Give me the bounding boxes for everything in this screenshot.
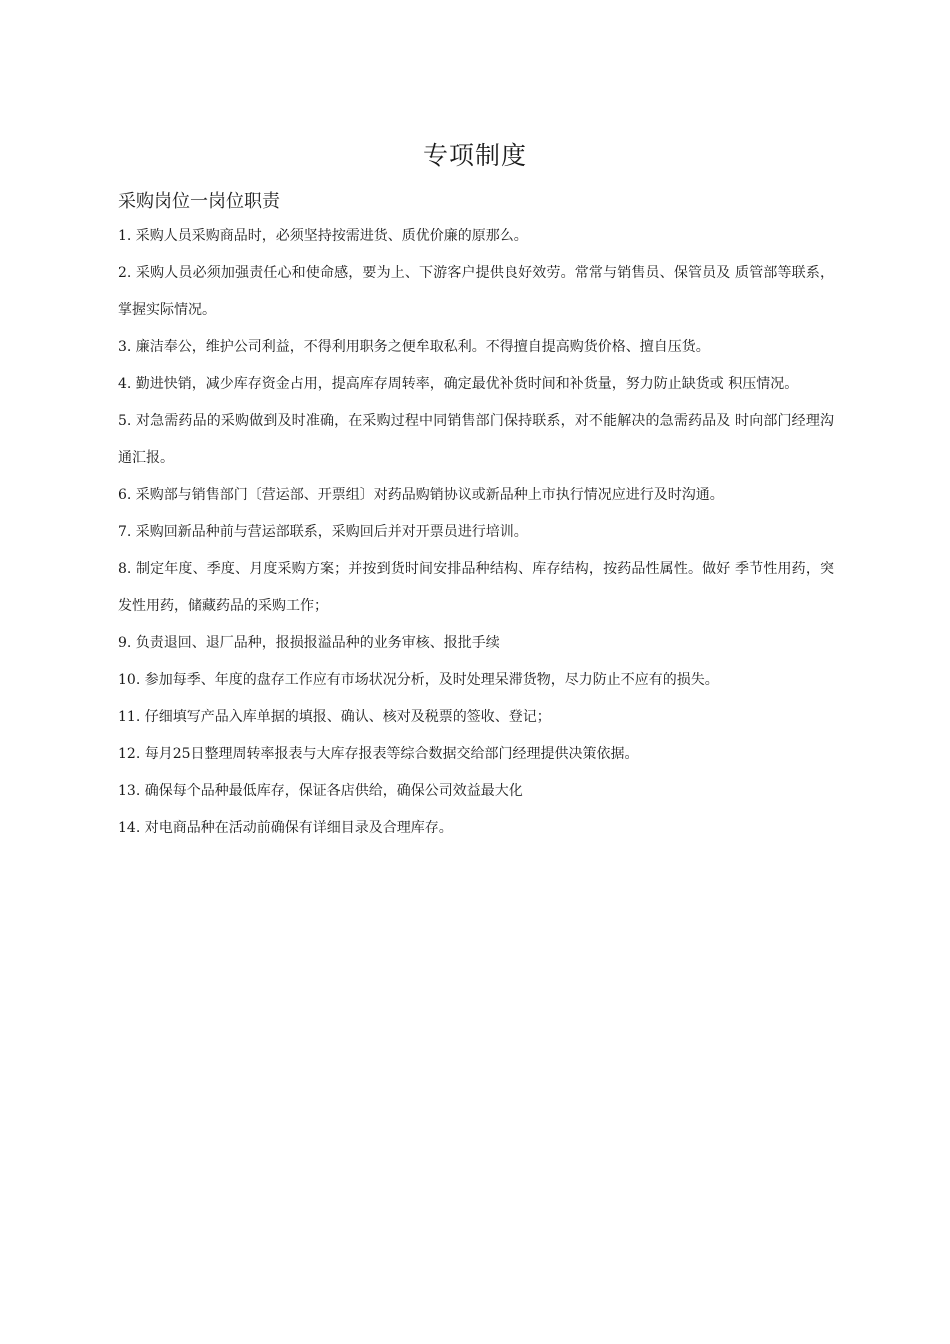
list-item: 8. 制定年度、季度、月度采购方案；并按到货时间安排品种结构、库存结构，按药品性属性。做好 季节性用药，突发性用药，储藏药品的采购工作；: [118, 561, 834, 614]
list-item: 12. 每月25日整理周转率报表与大库存报表等综合数据交给部门经理提供决策依据。: [118, 746, 639, 762]
list-item: 14. 对电商品种在活动前确保有详细目录及合理库存。: [118, 820, 453, 836]
list-item: 9. 负责退回、退厂品种，报损报溢品种的业务审核、报批手续: [118, 635, 500, 651]
list-item: 2. 采购人员必须加强责任心和使命感，要为上、下游客户提供良好效劳。常常与销售员、保管员及 质管部等联系，掌握实际情况。: [118, 265, 834, 318]
list-item: 6. 采购部与销售部门〔营运部、开票组〕对药品购销协议或新品种上市执行情况应进行及时沟通。: [118, 487, 724, 503]
list-item: 1. 采购人员采购商品时，必须坚持按需进货、质优价廉的原那么。: [118, 228, 528, 244]
list-item: 10. 参加每季、年度的盘存工作应有市场状况分析，及时处理呆滞货物，尽力防止不应有的损失。: [118, 672, 719, 688]
list-item: 4. 勤进快销，减少库存资金占用，提高库存周转率，确定最优补货时间和补货量，努力防止缺货或 积压情况。: [118, 376, 799, 392]
list-item: 7. 采购回新品种前与营运部联系，采购回后并对开票员进行培训。: [118, 524, 528, 540]
list-item: 13. 确保每个品种最低库存，保证各店供给，确保公司效益最大化: [118, 783, 523, 799]
list-item: 5. 对急需药品的采购做到及时准确，在采购过程中同销售部门保持联系，对不能解决的急需药品及 时向部门经理沟通汇报。: [118, 413, 834, 466]
list-item: 11. 仔细填写产品入库单据的填报、确认、核对及税票的签收、登记；: [118, 709, 551, 725]
section-heading: 采购岗位一岗位职责: [118, 191, 280, 212]
list-item: 3. 廉洁奉公，维护公司利益，不得利用职务之便牟取私利。不得擅自提高购货价格、擅自压货。: [118, 339, 710, 355]
page-title: 专项制度: [422, 141, 527, 170]
duty-list: [118, 218, 834, 847]
